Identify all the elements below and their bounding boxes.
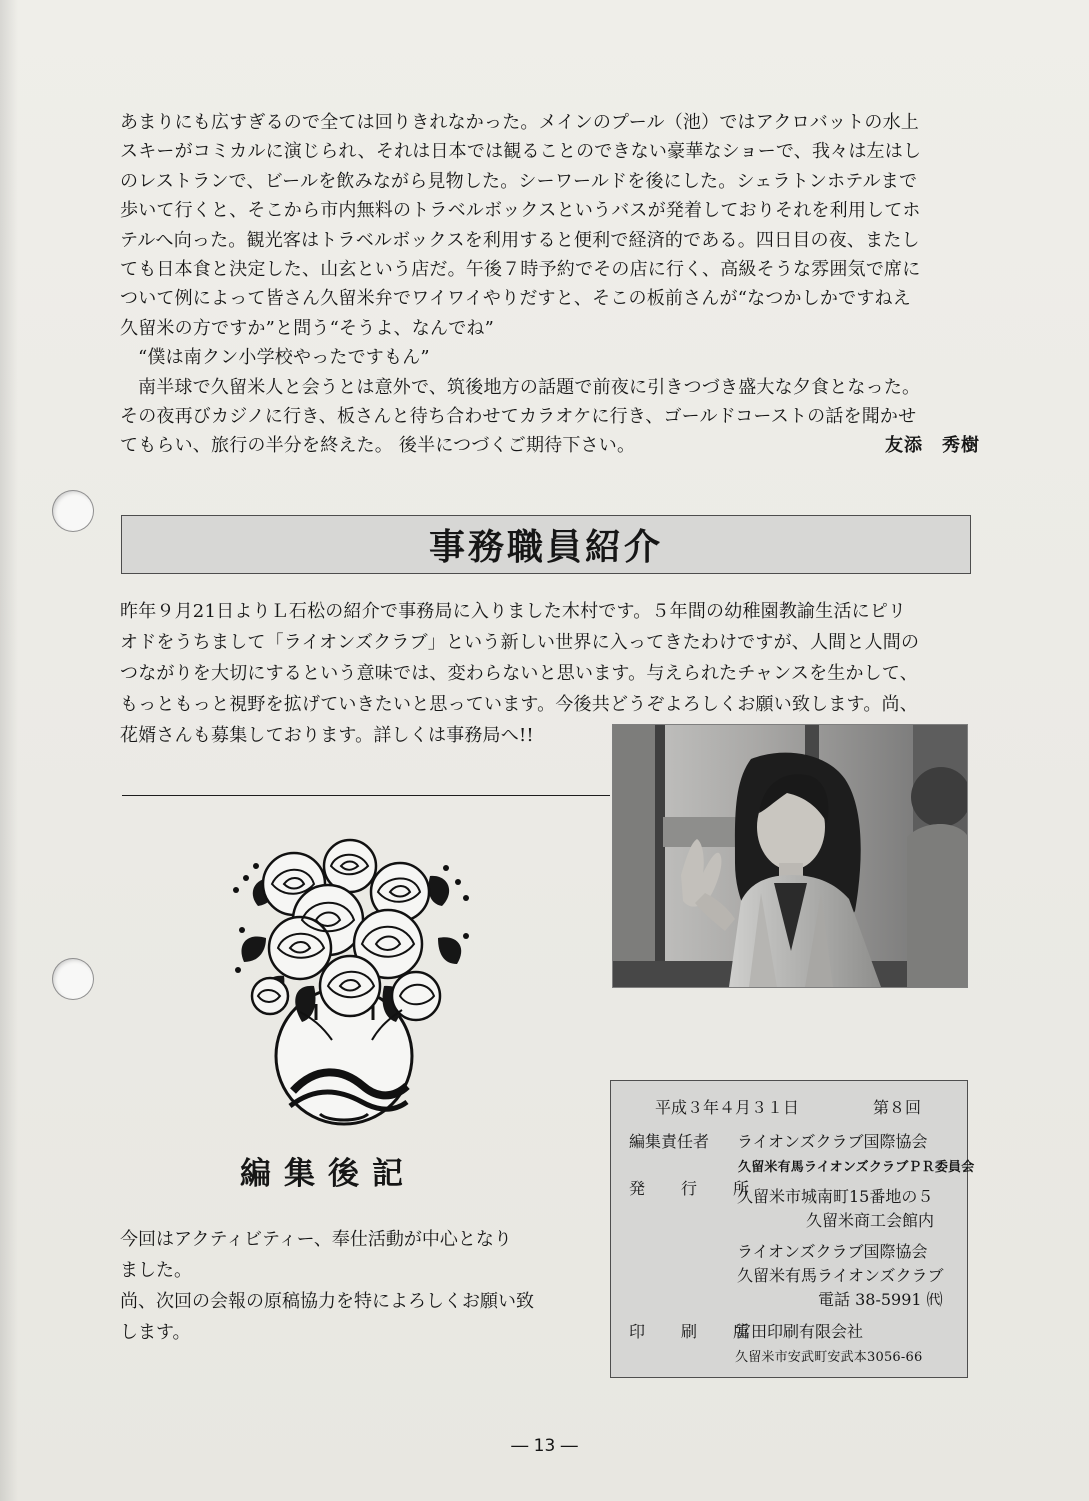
editor-note-line: 尚、次回の会報の原稿協力を特によろしくお願い致 xyxy=(120,1291,534,1312)
section-divider-line xyxy=(122,795,610,796)
intro-line: オドをうちまして「ライオンズクラブ」という新しい世界に入ってきたわけですが、人間と人間の xyxy=(120,632,920,653)
printer-name: 富田印刷有限会社 xyxy=(735,1322,864,1341)
intro-line: つながりを大切にするという意味では、変わらないと思います。与えられたチャンスを生かして、 xyxy=(120,663,918,684)
publisher-organization-2: 久留米有馬ライオンズクラブ xyxy=(737,1266,944,1285)
story-line: 南半球で久留米人と会うとは意外で、筑後地方の話題で前夜に引きつづき盛大な夕食となった。 xyxy=(138,376,921,398)
printer-address: 久留米市安武町安武本3056-66 xyxy=(735,1350,923,1365)
editor-organization: ライオンズクラブ国際協会 xyxy=(737,1132,928,1151)
story-line: スキーがコミカルに演じられ、それは日本では観ることのできない豪華なショーで、我々は左はし xyxy=(120,141,922,163)
story-ending-row xyxy=(120,431,980,460)
editor-note-body xyxy=(120,1224,590,1348)
page-edge-shadow xyxy=(0,0,18,1501)
travel-story xyxy=(120,108,980,461)
story-line: ても日本食と決定した、山玄という店だ。午後７時予約でその店に行く、高級そうな雰囲気で席に xyxy=(120,259,921,281)
story-signature: 友添 秀樹 xyxy=(885,435,980,457)
staff-introduction-title: 事務職員紹介 xyxy=(121,515,971,574)
story-line: てもらい、旅行の半分を終えた。 後半につづくご期待下さい。 xyxy=(120,435,636,457)
intro-line: もっともっと視野を拡げていきたいと思っています。今後共どうぞよろしくお願い致します。尚、 xyxy=(120,694,918,715)
intro-line: 昨年９月21日よりＬ石松の紹介で事務局に入りました木村です。５年間の幼稚園教諭生活にピリ xyxy=(120,601,907,622)
story-line: あまりにも広すぎるので全ては回りきれなかった。メインのプール（池）ではアクロバットの水上 xyxy=(120,112,919,133)
staff-photo xyxy=(612,724,968,988)
story-line: テルへ向った。観光客はトラベルボックスを利用すると便利で経済的である。四日目の夜、またし xyxy=(120,229,920,251)
page-number: ― 13 ― xyxy=(511,1436,578,1456)
binder-hole-bottom xyxy=(52,958,94,1000)
publication-date: 平成３年４月３１日 xyxy=(655,1098,800,1117)
publisher-address: 久留米市城南町15番地の５ xyxy=(737,1187,934,1206)
story-line: その夜再びカジノに行き、板さんと待ち合わせてカラオケに行き、ゴールドコーストの話を聞かせ xyxy=(120,406,917,428)
intro-line: 花婿さんも募集しております。詳しくは事務局へ!! xyxy=(120,725,534,746)
publication-masthead xyxy=(610,1080,975,1378)
staff-photo-graphic xyxy=(613,725,967,987)
editor-note-title: 編集後記 xyxy=(240,1156,416,1192)
rose-vase-illustration xyxy=(232,820,472,1128)
story-line: 久留米の方ですか”と問う“そうよ、なんでね” xyxy=(120,317,495,339)
publisher-building: 久留米商工会館内 xyxy=(806,1211,935,1230)
publisher-phone: 電話 38-5991 ㈹ xyxy=(818,1290,943,1309)
publisher-organization-1: ライオンズクラブ国際協会 xyxy=(737,1242,928,1261)
story-line: “僕は南クン小学校やったですもん” xyxy=(138,347,430,369)
editor-note-line: ました。 xyxy=(120,1260,192,1281)
editor-committee: 久留米有馬ライオンズクラブＰＲ委員会 xyxy=(738,1160,975,1175)
story-line: ついて例によって皆さん久留米弁でワイワイやりだすと、そこの板前さんが“なつかしかですねえ xyxy=(120,288,911,310)
editor-label: 編集責任者 xyxy=(629,1132,710,1151)
issue-number: 第８回 xyxy=(873,1098,922,1117)
editor-note-line: します。 xyxy=(120,1322,191,1343)
binder-hole-top xyxy=(52,490,94,532)
publisher-label: 発 行 所 xyxy=(629,1179,760,1198)
printer-label: 印 刷 所 xyxy=(629,1322,760,1341)
editor-note-line: 今回はアクティビティー、奉仕活動が中心となり xyxy=(120,1229,512,1250)
story-line: のレストランで、ビールを飲みながら見物した。シーワールドを後にした。シェラトンホテルまで xyxy=(120,170,918,192)
story-line: 歩いて行くと、そこから市内無料のトラベルボックスというバスが発着しておりそれを利用してホ xyxy=(120,200,921,222)
